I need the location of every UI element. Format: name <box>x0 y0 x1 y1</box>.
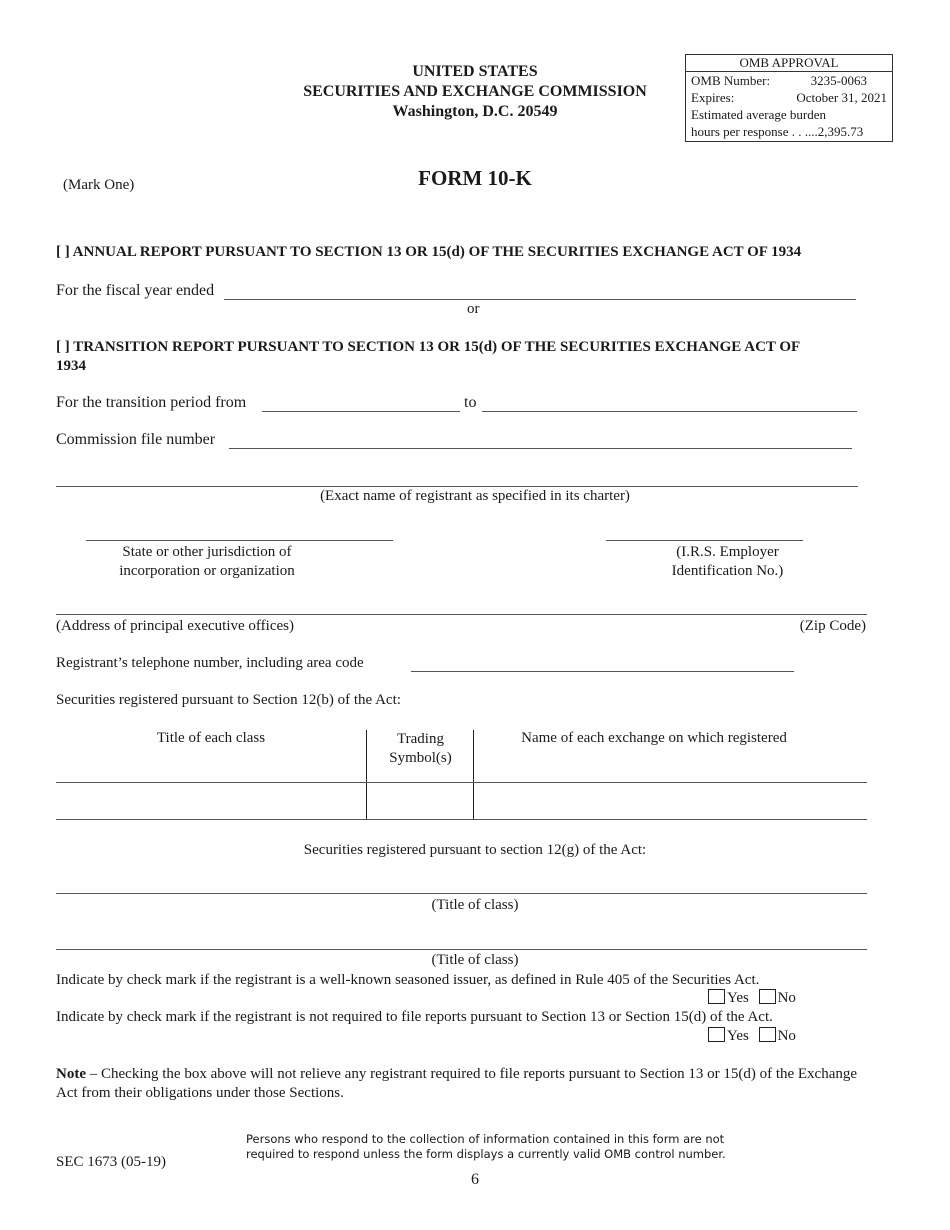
table-divider-1 <box>366 730 367 819</box>
not-required-yes-label: Yes <box>727 1028 749 1044</box>
telephone-label: Registrant’s telephone number, including area code <box>56 655 364 671</box>
title-of-class-field-1[interactable] <box>56 893 867 894</box>
section12g-label: Securities registered pursuant to section 12(g) of the Act: <box>303 842 647 858</box>
wksi-question: Indicate by check mark if the registrant is a well-known seasoned issuer, as defined in Rule 405 of the Securities Act. <box>56 972 760 988</box>
table-header-trading-symbol <box>367 730 474 768</box>
wksi-no-checkbox[interactable] <box>759 989 776 1004</box>
transition-from-field[interactable] <box>262 411 460 412</box>
title-of-class-caption-2: (Title of class) <box>431 952 519 968</box>
title-of-class-caption-1: (Title of class) <box>431 897 519 913</box>
note-line2: Act from their obligations under those Sections. <box>56 1085 344 1101</box>
irs-number-caption <box>640 543 815 581</box>
transition-period-label: For the transition period from <box>56 394 247 411</box>
not-required-no-checkbox[interactable] <box>759 1027 776 1042</box>
omb-burden-line2 <box>686 123 892 140</box>
not-required-no-label: No <box>777 1028 796 1044</box>
transition-to-label: to <box>464 394 477 411</box>
transition-report-line1: [ ] TRANSITION REPORT PURSUANT TO SECTION 13 OR 15(d) OF THE SECURITIES EXCHANGE ACT OF <box>56 339 801 355</box>
omb-expires-label: Expires: <box>691 90 735 105</box>
wksi-options <box>708 989 796 1007</box>
omb-burden-text1: Estimated average burden <box>691 107 826 122</box>
telephone-field[interactable] <box>411 671 794 672</box>
omb-expires-value: October 31, 2021 <box>796 90 887 105</box>
table-row-1[interactable] <box>56 782 867 783</box>
irs-number-field[interactable] <box>606 540 803 541</box>
irs-caption-line2: Identification No.) <box>671 563 784 579</box>
irs-caption-line1: (I.R.S. Employer <box>676 544 779 560</box>
or-separator: or <box>467 301 480 317</box>
footer-notice-line2: required to respond unless the form displays a currently valid OMB control number. <box>246 1147 726 1161</box>
mark-one-label: (Mark One) <box>63 177 135 193</box>
omb-burden-text2: hours per response . . ....2,395.73 <box>691 124 864 139</box>
omb-burden-line1 <box>686 106 892 123</box>
transition-to-field[interactable] <box>482 411 857 412</box>
commission-file-field[interactable] <box>229 448 852 449</box>
footer-notice-line1: Persons who respond to the collection of information contained in this form are not <box>246 1132 725 1146</box>
title-of-class-field-2[interactable] <box>56 949 867 950</box>
transition-report-line2: 1934 <box>56 358 86 374</box>
omb-number-value: 3235-0063 <box>810 73 867 88</box>
section12b-label: Securities registered pursuant to Section 12(b) of the Act: <box>56 692 401 708</box>
form-title: FORM 10-K <box>418 166 532 190</box>
commission-file-label: Commission file number <box>56 431 216 448</box>
omb-number-label: OMB Number: <box>691 73 771 88</box>
registrant-name-field[interactable] <box>56 486 858 487</box>
wksi-yes-checkbox[interactable] <box>708 989 725 1004</box>
note-line1 <box>56 1065 896 1084</box>
table-header-exchange: Name of each exchange on which registered <box>521 730 787 746</box>
state-caption-line1: State or other jurisdiction of <box>122 544 292 560</box>
note-label: Note <box>56 1066 86 1082</box>
not-required-question: Indicate by check mark if the registrant is not required to file reports pursuant to Section 13 or Section 15(d) of the Act. <box>56 1009 773 1025</box>
address-field[interactable] <box>56 614 867 615</box>
state-jurisdiction-field[interactable] <box>86 540 393 541</box>
omb-title: OMB APPROVAL <box>686 55 892 72</box>
transition-report-option[interactable] <box>56 338 800 376</box>
wksi-yes-label: Yes <box>727 990 749 1006</box>
omb-expires-row <box>686 89 892 106</box>
table-row-2[interactable] <box>56 819 867 820</box>
fiscal-year-label: For the fiscal year ended <box>56 282 215 299</box>
state-jurisdiction-caption <box>86 543 328 581</box>
trading-line2: Symbol(s) <box>389 750 452 766</box>
form-code: SEC 1673 (05-19) <box>56 1154 166 1170</box>
header-line1: UNITED STATES <box>412 63 538 80</box>
fiscal-year-field[interactable] <box>224 299 856 300</box>
trading-line1: Trading <box>397 731 444 747</box>
table-divider-2 <box>473 730 474 819</box>
note-paragraph <box>56 1065 896 1103</box>
registrant-name-caption: (Exact name of registrant as specified in its charter) <box>320 488 630 504</box>
not-required-yes-checkbox[interactable] <box>708 1027 725 1042</box>
note-text-1: – Checking the box above will not relieve any registrant required to file reports pursuant to Section 13 or 15(d) of the Exchange <box>86 1066 858 1082</box>
zip-caption: (Zip Code) <box>799 618 866 634</box>
header-line2: SECURITIES AND EXCHANGE COMMISSION <box>303 83 647 100</box>
footer-notice <box>246 1132 726 1162</box>
state-caption-line2: incorporation or organization <box>119 563 295 579</box>
omb-number-row <box>686 72 892 89</box>
annual-report-option[interactable]: [ ] ANNUAL REPORT PURSUANT TO SECTION 13 OR 15(d) OF THE SECURITIES EXCHANGE ACT OF 1934 <box>56 244 802 260</box>
not-required-options <box>708 1027 796 1045</box>
address-caption: (Address of principal executive offices) <box>56 618 294 634</box>
page-number: 6 <box>471 1171 479 1188</box>
table-header-title-class: Title of each class <box>156 730 266 746</box>
omb-approval-box <box>685 54 893 142</box>
wksi-no-label: No <box>777 990 796 1006</box>
header-line3: Washington, D.C. 20549 <box>392 103 558 120</box>
